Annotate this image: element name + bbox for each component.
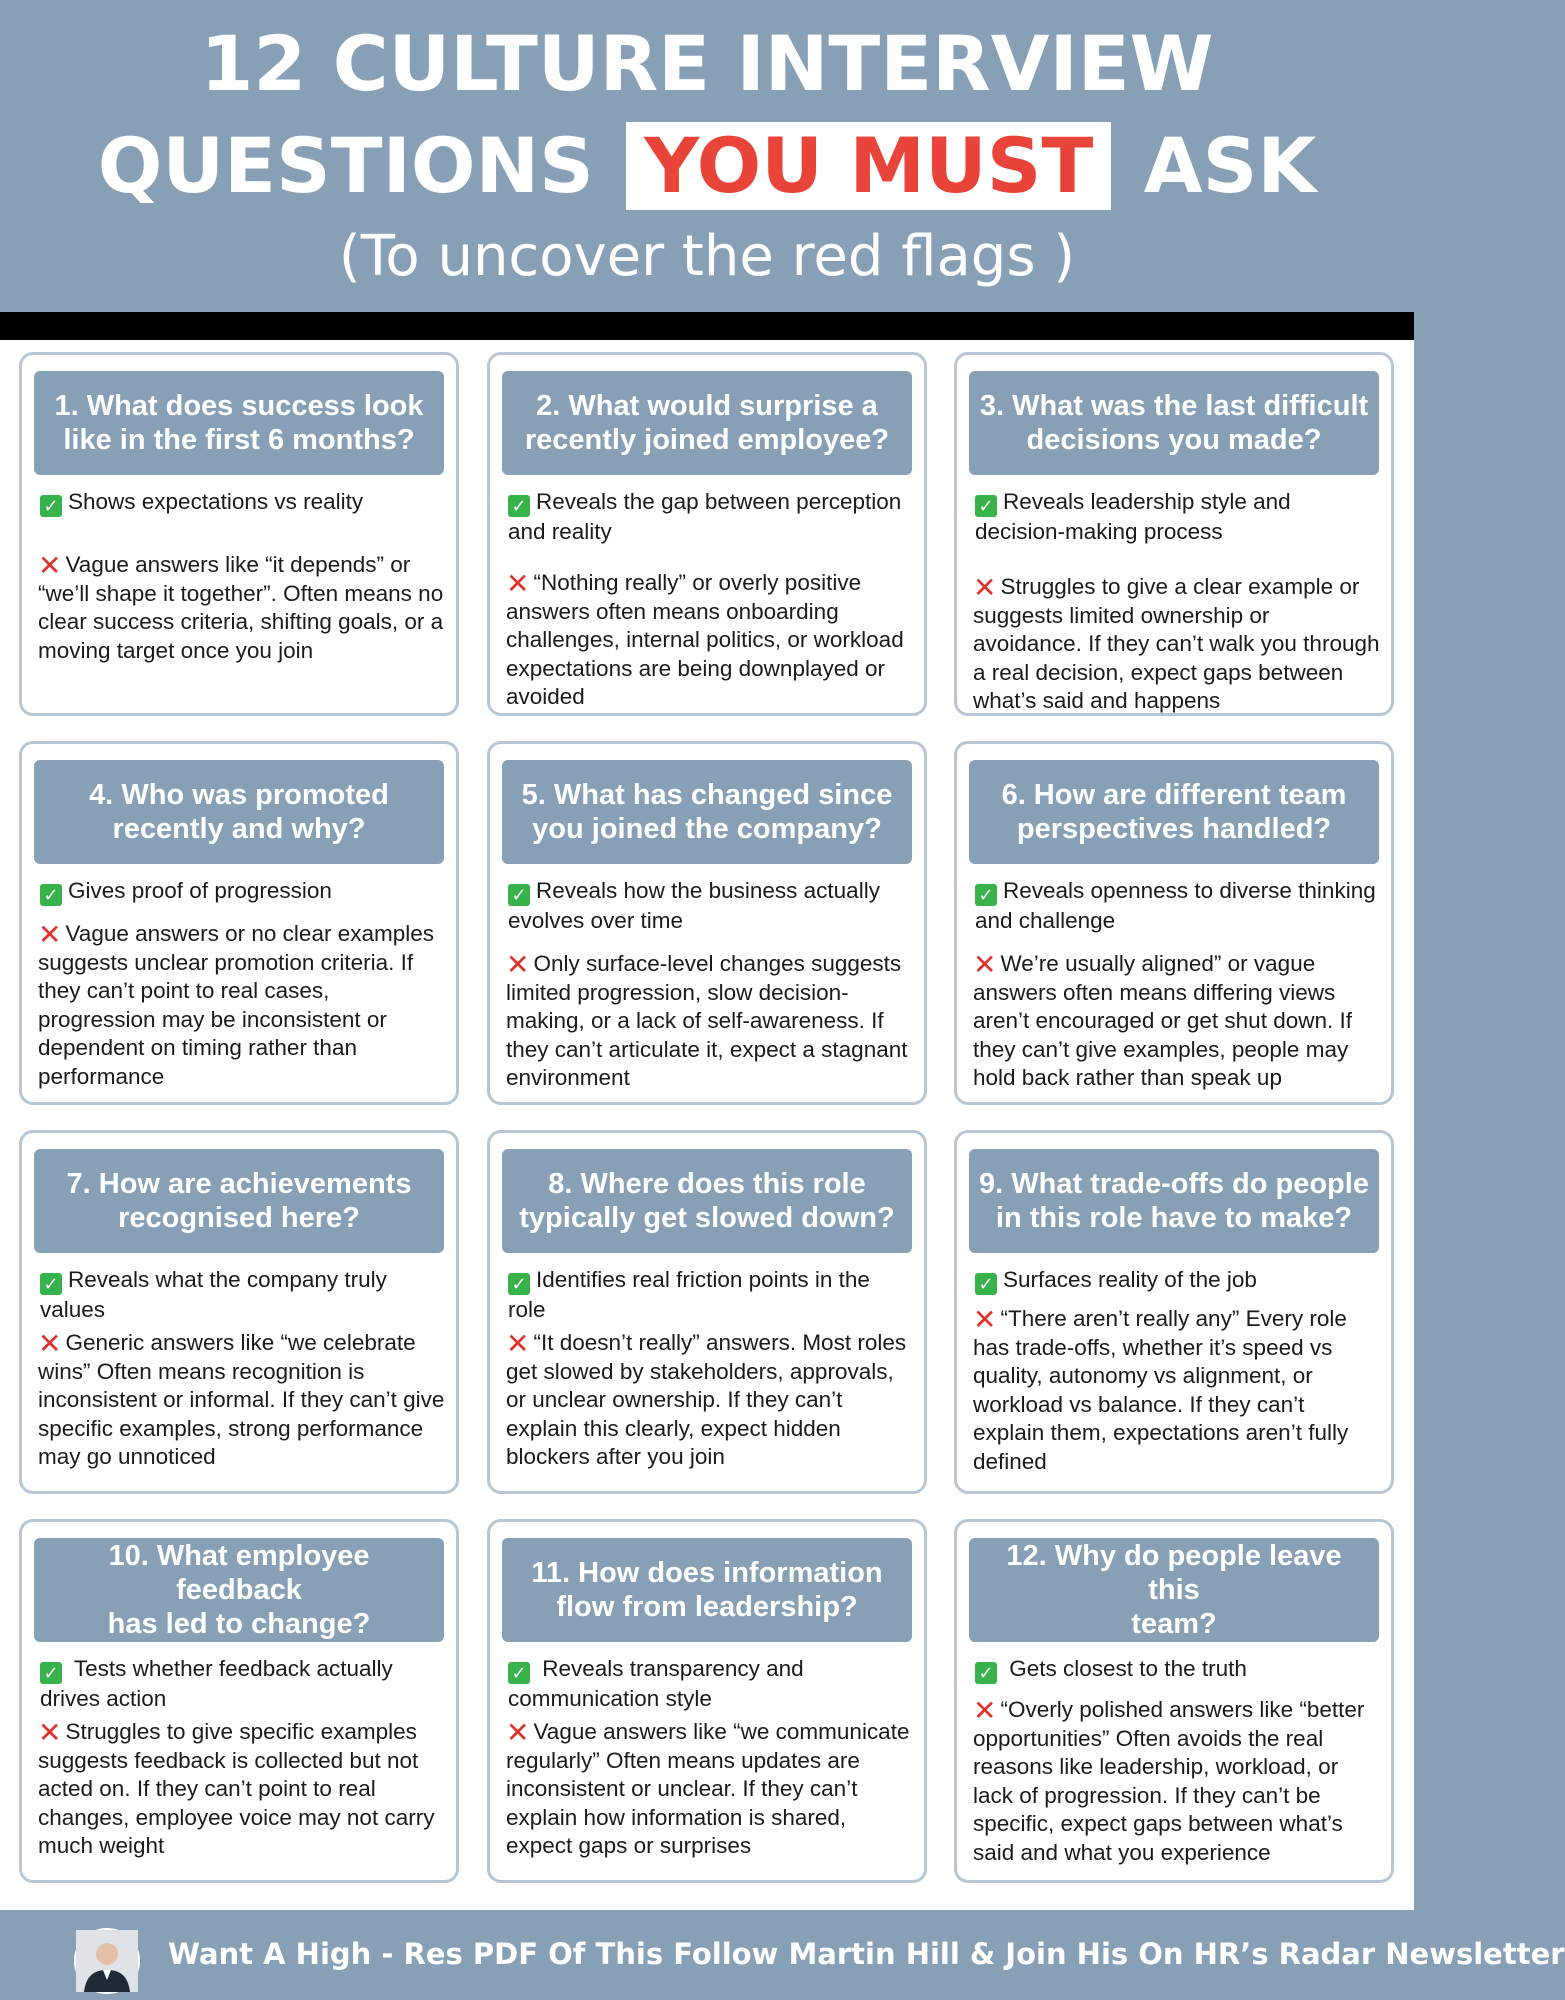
title-questions: QUESTIONS	[97, 121, 594, 210]
card-title-line-1: 5. What has changed since	[521, 779, 893, 811]
check-icon: ✓	[975, 1273, 997, 1295]
green-flag	[975, 1265, 1379, 1295]
green-flag-text: Identifies real friction points in the role	[508, 1267, 870, 1322]
card-title	[969, 371, 1379, 475]
card-title	[34, 1538, 444, 1642]
check-icon: ✓	[975, 884, 997, 906]
card-title-line-1: 8. Where does this role	[548, 1168, 866, 1200]
card-title-line-1: 3. What was the last difficult	[979, 390, 1369, 422]
red-flag-text: Struggles to give a clear example or suggests limited ownership or avoidance. If they can’t walk you through a real decision, expect gaps between what’s said and happens	[973, 574, 1380, 713]
question-card-5	[487, 741, 927, 1105]
card-title-line-2: team?	[1131, 1608, 1217, 1640]
green-flag	[508, 487, 912, 546]
card-title-line-1: 6. How are different team	[1001, 779, 1347, 811]
card-title-line-2: perspectives handled?	[1016, 813, 1332, 845]
red-flag	[506, 950, 914, 1093]
red-flag-text: Vague answers like “we communicate regularly” Often means updates are inconsistent or unclear. If they can’t explain how information is shared, expect gaps or surprises	[506, 1719, 910, 1858]
question-card-11	[487, 1519, 927, 1883]
green-flag	[40, 1654, 444, 1713]
green-flag	[508, 1265, 912, 1324]
red-flag	[506, 569, 914, 712]
question-card-3	[954, 352, 1394, 716]
card-title-line-2: you joined the company?	[532, 813, 882, 845]
card-title-line-2: flow from leadership?	[556, 1591, 858, 1623]
author-avatar	[74, 1928, 140, 1994]
card-title	[34, 371, 444, 475]
cross-icon: ✕	[973, 1304, 997, 1335]
cross-icon: ✕	[38, 550, 62, 581]
card-title	[502, 760, 912, 864]
card-title	[969, 1538, 1379, 1642]
green-flag-text: Reveals what the company truly values	[40, 1267, 387, 1322]
title-line-2	[0, 118, 1414, 214]
question-card-8	[487, 1130, 927, 1494]
card-title	[34, 760, 444, 864]
question-card-4	[19, 741, 459, 1105]
cross-icon: ✕	[506, 1717, 530, 1748]
red-flag	[973, 573, 1381, 716]
card-title-line-2: recognised here?	[118, 1202, 360, 1234]
check-icon: ✓	[508, 495, 530, 517]
red-flag-text: Vague answers like “it depends” or “we’ll shape it together”. Often means no clear success criteria, shifting goals, or a moving target once you join	[38, 552, 444, 663]
red-flag-text: Vague answers or no clear examples suggests unclear promotion criteria. If they can’t point to real cases, progression may be inconsistent or dependent on timing rather than performance	[38, 921, 434, 1089]
cross-icon: ✕	[506, 568, 530, 599]
title-highlight: YOU MUST	[626, 122, 1111, 210]
green-flag-text: Gives proof of progression	[68, 878, 332, 903]
cross-icon: ✕	[38, 1717, 62, 1748]
question-card-1	[19, 352, 459, 716]
red-flag	[38, 1718, 446, 1861]
card-title-line-2: recently joined employee?	[524, 424, 890, 456]
green-flag	[508, 1654, 912, 1713]
green-flag-text: Reveals how the business actually evolves over time	[508, 878, 880, 933]
card-title-line-1: 11. How does information	[531, 1557, 883, 1589]
red-flag-text: “There aren’t really any” Every role has trade-offs, whether it’s speed vs quality, autonomy vs alignment, or workload vs balance. If they can’t explain them, expectations aren’t fully defined	[973, 1306, 1349, 1474]
title-line-1: 12 CULTURE INTERVIEW	[200, 19, 1214, 108]
red-flag-text: “Nothing really” or overly positive answers often means onboarding challenges, internal politics, or workload expectations are being downplayed or avoided	[506, 570, 904, 709]
cross-icon: ✕	[38, 919, 62, 950]
title-ask: ASK	[1143, 121, 1317, 210]
green-flag-text: Surfaces reality of the job	[1003, 1267, 1257, 1292]
card-title-line-2: has led to change?	[107, 1608, 371, 1640]
cross-icon: ✕	[506, 949, 530, 980]
check-icon: ✓	[975, 495, 997, 517]
card-title-line-1: 1. What does success look	[54, 390, 424, 422]
check-icon: ✓	[40, 1273, 62, 1295]
green-flag-text: Reveals the gap between perception and reality	[508, 489, 902, 544]
green-flag	[975, 487, 1379, 546]
page-subtitle: (To uncover the red flags )	[338, 224, 1076, 289]
card-title-line-1: 2. What would surprise a	[536, 390, 878, 422]
cards-grid	[0, 340, 1414, 1910]
card-title-line-2: in this role have to make?	[995, 1202, 1353, 1234]
green-flag-text: Tests whether feedback actually drives action	[40, 1656, 393, 1711]
card-title	[34, 1149, 444, 1253]
check-icon: ✓	[40, 884, 62, 906]
green-flag-text: Reveals openness to diverse thinking and challenge	[975, 878, 1376, 933]
question-card-9	[954, 1130, 1394, 1494]
cross-icon: ✕	[38, 1328, 62, 1359]
red-flag	[38, 1329, 446, 1472]
green-flag-text: Reveals leadership style and decision-making process	[975, 489, 1291, 544]
cross-icon: ✕	[973, 1695, 997, 1726]
card-title-line-2: recently and why?	[112, 813, 366, 845]
red-flag	[38, 551, 446, 665]
red-flag-text: We’re usually aligned” or vague answers often means differing views aren’t encouraged or get shut down. If they can’t give examples, people may hold back rather than speak up	[973, 951, 1352, 1090]
check-icon: ✓	[975, 1662, 997, 1684]
card-title-line-2: like in the first 6 months?	[63, 424, 415, 456]
check-icon: ✓	[40, 495, 62, 517]
question-card-7	[19, 1130, 459, 1494]
question-card-12	[954, 1519, 1394, 1883]
check-icon: ✓	[508, 1273, 530, 1295]
red-flag	[506, 1329, 914, 1472]
card-title	[502, 371, 912, 475]
card-title-line-1: 12. Why do people leave this	[1006, 1540, 1342, 1606]
card-title	[969, 760, 1379, 864]
person-icon	[76, 1930, 138, 1992]
red-flag-text: “It doesn’t really” answers. Most roles get slowed by stakeholders, approvals, or unclear ownership. If they can’t explain this clearly, expect hidden blockers after you join	[506, 1330, 907, 1469]
red-flag	[973, 1305, 1381, 1476]
green-flag-text: Gets closest to the truth	[1003, 1656, 1247, 1681]
green-flag	[975, 1654, 1379, 1684]
card-title-line-1: 10. What employee feedback	[108, 1540, 370, 1606]
red-flag-text: Generic answers like “we celebrate wins” Often means recognition is inconsistent or informal. If they can’t give specific examples, strong performance may go unnoticed	[38, 1330, 445, 1469]
card-title-line-2: typically get slowed down?	[519, 1202, 895, 1234]
card-title	[502, 1149, 912, 1253]
red-flag-text: Only surface-level changes suggests limited progression, slow decision-making, or a lack of self-awareness. If they can’t articulate it, expect a stagnant environment	[506, 951, 908, 1090]
question-card-2	[487, 352, 927, 716]
cross-icon: ✕	[506, 1328, 530, 1359]
check-icon: ✓	[508, 884, 530, 906]
green-flag	[975, 876, 1379, 935]
card-title-line-2: decisions you made?	[1026, 424, 1322, 456]
check-icon: ✓	[508, 1662, 530, 1684]
green-flag	[40, 876, 444, 906]
card-title	[969, 1149, 1379, 1253]
card-title	[502, 1538, 912, 1642]
green-flag	[508, 876, 912, 935]
cross-icon: ✕	[973, 949, 997, 980]
card-title-line-1: 9. What trade-offs do people	[979, 1168, 1369, 1200]
divider-bar	[0, 312, 1414, 340]
red-flag	[973, 950, 1381, 1093]
question-card-6	[954, 741, 1394, 1105]
green-flag	[40, 1265, 444, 1324]
red-flag	[506, 1718, 914, 1861]
red-flag	[38, 920, 446, 1091]
green-flag	[40, 487, 444, 517]
cross-icon: ✕	[973, 572, 997, 603]
newsletter-cta[interactable]: Want A High - Res PDF Of This Follow Martin Hill & Join His On HR’s Radar Newsletter	[168, 1937, 1565, 1971]
green-flag-text: Shows expectations vs reality	[68, 489, 364, 514]
check-icon: ✓	[40, 1662, 62, 1684]
card-title-line-1: 4. Who was promoted	[89, 779, 389, 811]
green-flag-text: Reveals transparency and communication style	[508, 1656, 804, 1711]
question-card-10	[19, 1519, 459, 1883]
red-flag-text: “Overly polished answers like “better opportunities” Often avoids the real reasons like leadership, workload, or lack of progression. If they can’t be specific, expect gaps between what’s said and what you experience	[973, 1697, 1365, 1865]
red-flag-text: Struggles to give specific examples suggests feedback is collected but not acted on. If they can’t point to real changes, employee voice may not carry much weight	[38, 1719, 435, 1858]
page-footer	[0, 1910, 1565, 2000]
red-flag	[973, 1696, 1381, 1867]
card-title-line-1: 7. How are achievements	[66, 1168, 412, 1200]
page-header	[0, 0, 1414, 312]
